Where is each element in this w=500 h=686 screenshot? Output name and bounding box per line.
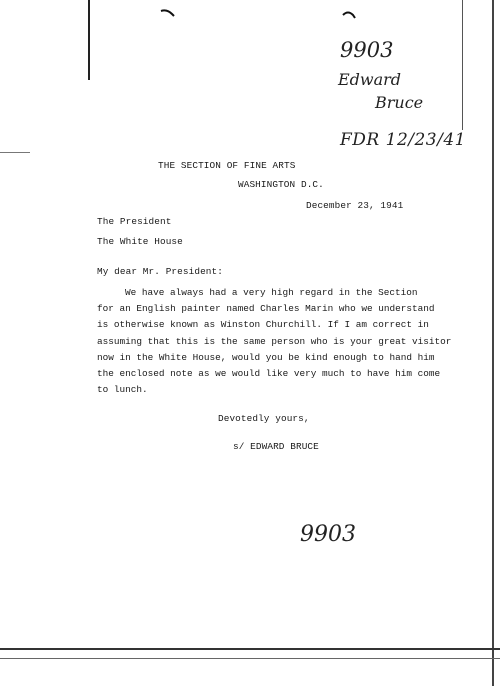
handwritten-fdr-date: FDR 12/23/41 <box>340 130 466 150</box>
scan-bottom-line <box>0 648 500 650</box>
scan-bottom-line-2 <box>0 658 500 659</box>
body-line-4: assuming that this is the same person who is your great visitor <box>97 336 452 347</box>
punch-mark-left <box>160 8 176 18</box>
letter-date: December 23, 1941 <box>306 200 404 211</box>
scan-edge-left <box>88 0 90 80</box>
signature: s/ EDWARD BRUCE <box>233 441 319 452</box>
body-line-5: now in the White House, would you be kind enough to hand him <box>97 352 435 363</box>
recipient-line-1: The President <box>97 216 172 227</box>
scan-edge-far-right <box>492 0 494 686</box>
recipient-line-2: The White House <box>97 236 183 247</box>
scan-edge-right <box>462 0 463 130</box>
scan-left-dash <box>0 152 30 153</box>
body-line-7: to lunch. <box>97 384 148 395</box>
letterhead-city: WASHINGTON D.C. <box>238 179 324 190</box>
letterhead-org: THE SECTION OF FINE ARTS <box>158 160 296 171</box>
handwritten-name-first: Edward <box>338 70 402 89</box>
body-line-1: We have always had a very high regard in the Section <box>125 287 418 298</box>
salutation: My dear Mr. President: <box>97 266 223 277</box>
handwritten-name-last: Bruce <box>375 93 424 112</box>
handwritten-bottom-ref: 9903 <box>300 522 356 547</box>
closing: Devotedly yours, <box>218 413 310 424</box>
handwritten-ref-number: 9903 <box>340 38 394 62</box>
body-line-3: is otherwise known as Winston Churchill. If I am correct in <box>97 319 429 330</box>
body-line-6: the enclosed note as we would like very much to have him come <box>97 368 441 379</box>
punch-mark-right <box>342 10 358 20</box>
body-line-2: for an English painter named Charles Marin who we understand <box>97 303 435 314</box>
